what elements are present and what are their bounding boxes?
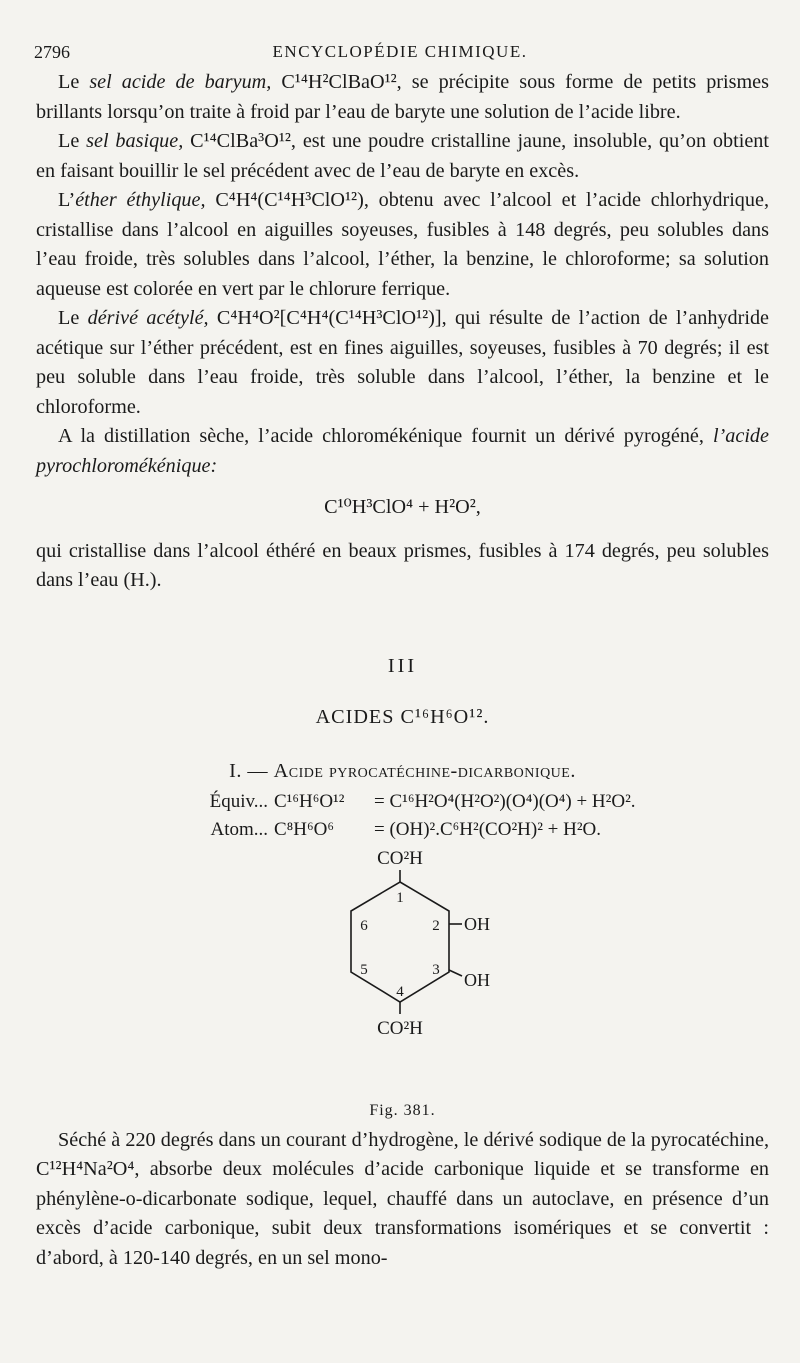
bond-oh3 — [449, 970, 462, 976]
para5-text: A la distillation sèche, l’acide chloromékénique fournit un dérivé pyrogéné, — [58, 425, 713, 447]
equation-row — [36, 788, 769, 816]
para4-italic: dérivé acétylé, — [87, 307, 209, 329]
para1-italic: sel acide de baryum, — [89, 71, 272, 93]
subsection-number: I. — — [229, 759, 269, 782]
para3-pre: L’ — [58, 189, 76, 211]
equation-left: C⁸H⁶O⁶ — [274, 819, 334, 840]
paragraph-sel-acide — [36, 68, 769, 127]
para2-italic: sel basique, — [86, 130, 184, 152]
para1-rest: C¹⁴H²ClBaO¹², se précipite sous forme de petits prismes brillants lorsqu’on traite à froid par l’eau de baryte une solution de l’acide libre. — [36, 71, 769, 123]
position-3: 3 — [432, 962, 440, 978]
paragraph-seche: Séché à 220 degrés dans un courant d’hydrogène, le dérivé sodique de la pyrocatéchine, C¹²H⁴Na²O⁴, absorbe deux molécules d’acide carbonique liquide et se transforme en phénylène-o-dicarbonate sodique, lequel, chauffé dans un autoclave, en présence d’un excès d’acide carbonique, subit deux transformations isomériques et se convertit : d’abord, à 120-140 degrés, en un sel mono- — [36, 1128, 769, 1269]
paragraph-sel-basique — [36, 127, 769, 186]
paragraph-ether-ethylique — [36, 186, 769, 304]
paragraph-distillation — [36, 422, 769, 481]
equation-right: = C¹⁶H²O⁴(H²O²)(O⁴)(O⁴) + H²O². — [374, 791, 636, 812]
para4-rest: C⁴H⁴O²[C⁴H⁴(C¹⁴H³ClO¹²)], qui résulte de l’action de l’anhydride acétique sur l’éther précédent, est en fines aiguilles, soyeuses, fusibles à 70 degrés; il est peu soluble dans l’eau froide, très soluble dans l’alcool, l’éther, la benzine et le chloroforme. — [36, 307, 770, 418]
body-text — [36, 68, 769, 1273]
position-5: 5 — [360, 962, 368, 978]
para3-italic: éther éthylique, — [75, 189, 206, 211]
para2-pre: Le — [58, 130, 87, 152]
paragraph-derive-acetyle — [36, 304, 769, 422]
formula-pyrochloromekenique: C¹⁰H³ClO⁴ + H²O², — [324, 496, 481, 518]
figure-caption: Fig. 381. — [369, 1102, 436, 1119]
running-title: ENCYCLOPÉDIE CHIMIQUE. — [272, 42, 528, 61]
equation-left: C¹⁶H⁶O¹² — [274, 791, 345, 812]
equation-label: Atom... — [210, 819, 268, 840]
structure-figure — [36, 844, 769, 1094]
subsection-title — [36, 757, 769, 787]
section-title: ACIDES C¹⁶H⁶O¹². — [315, 706, 490, 728]
equations — [36, 788, 769, 844]
position-1: 1 — [396, 890, 404, 906]
paragraph-cristallise: qui cristallise dans l’alcool éthéré en beaux prismes, fusibles à 174 degrés, peu solubles dans l’eau (H.). — [36, 539, 769, 591]
equation-label: Équiv... — [209, 791, 268, 812]
para5-italic: l’acide pyrochloromékénique: — [36, 425, 769, 477]
equation-right: = (OH)².C⁶H²(CO²H)² + H²O. — [374, 819, 601, 840]
page-header — [34, 42, 766, 68]
page-number: 2796 — [34, 42, 70, 62]
para2-rest: C¹⁴ClBa³O¹², est une poudre cristalline jaune, insoluble, qu’on obtient en faisant bouillir le sel précédent avec de l’eau de baryte en excès. — [36, 130, 769, 182]
position-4: 4 — [396, 984, 404, 1000]
group-bottom: CO²H — [377, 1018, 423, 1039]
para1-pre: Le — [58, 71, 90, 93]
section-number: III — [387, 654, 418, 677]
para4-pre: Le — [58, 307, 88, 329]
equation-row — [36, 816, 769, 844]
position-6: 6 — [360, 918, 368, 934]
para3-rest: C⁴H⁴(C¹⁴H³ClO¹²), obtenu avec l’alcool et l’acide chlorhydrique, cristallise dans l’alcool en aiguilles soyeuses, fusibles à 148 degrés, peu solubles dans l’eau froide, très solubles dans l’alcool, l’éther, la benzine, le chloroforme; sa solution aqueuse est colorée en vert par le chlorure ferrique. — [36, 189, 769, 300]
benzene-ring-diagram — [36, 844, 769, 1094]
group-oh-3: OH — [464, 970, 490, 990]
position-2: 2 — [432, 918, 440, 934]
group-top: CO²H — [377, 848, 423, 869]
subsection-name: Acide pyrocatéchine-dicarbonique. — [273, 759, 576, 782]
group-oh-2: OH — [464, 914, 490, 934]
